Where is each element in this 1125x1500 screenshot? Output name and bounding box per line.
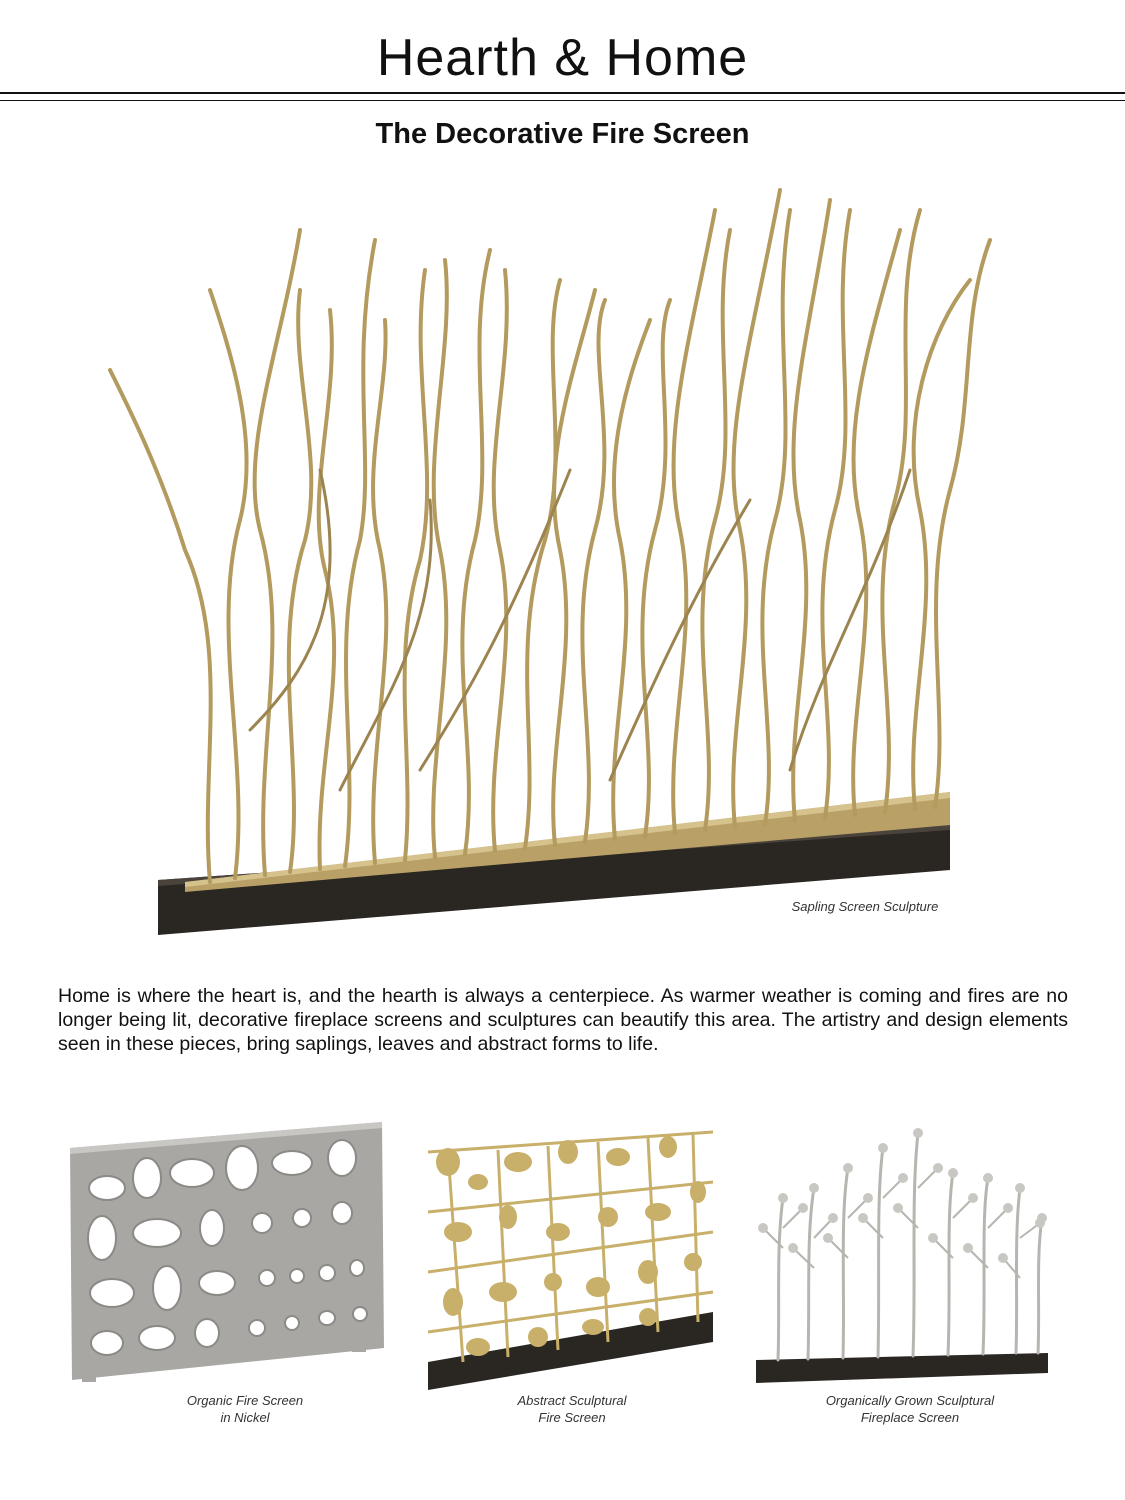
product-caption-3-line2: Fireplace Screen bbox=[860, 1410, 960, 1425]
organic-fire-screen-image bbox=[62, 1118, 392, 1390]
product-caption-3 bbox=[790, 1392, 1030, 1426]
product-caption-1-line2: in Nickel bbox=[220, 1410, 270, 1425]
article-subtitle: The Decorative Fire Screen bbox=[375, 118, 750, 150]
product-caption-2-line2: Fire Screen bbox=[538, 1410, 606, 1425]
masthead-title: Hearth & Home bbox=[376, 29, 749, 87]
header-rule-thin bbox=[0, 100, 1125, 101]
abstract-fire-screen-image bbox=[408, 1122, 738, 1390]
product-caption-3-line1: Organically Grown Sculptural bbox=[825, 1393, 995, 1408]
product-caption-1 bbox=[150, 1392, 340, 1426]
hero-caption: Sapling Screen Sculpture bbox=[791, 899, 939, 914]
sapling-screen-image bbox=[90, 170, 1010, 950]
product-caption-2 bbox=[482, 1392, 662, 1426]
product-caption-1-line1: Organic Fire Screen bbox=[186, 1393, 304, 1408]
header-rule-thick bbox=[0, 92, 1125, 94]
organically-grown-screen-image bbox=[748, 1128, 1073, 1390]
article-paragraph: Home is where the heart is, and the hearth is always a centerpiece. As warmer weather is coming and fires are no longer being lit, decorative fireplace screens and sculptures can beautify this area. The artistry and design elements seen in these pieces, bring saplings, leaves and abstract forms to life. bbox=[58, 985, 1068, 1055]
product-caption-2-line1: Abstract Sculptural bbox=[517, 1393, 627, 1408]
